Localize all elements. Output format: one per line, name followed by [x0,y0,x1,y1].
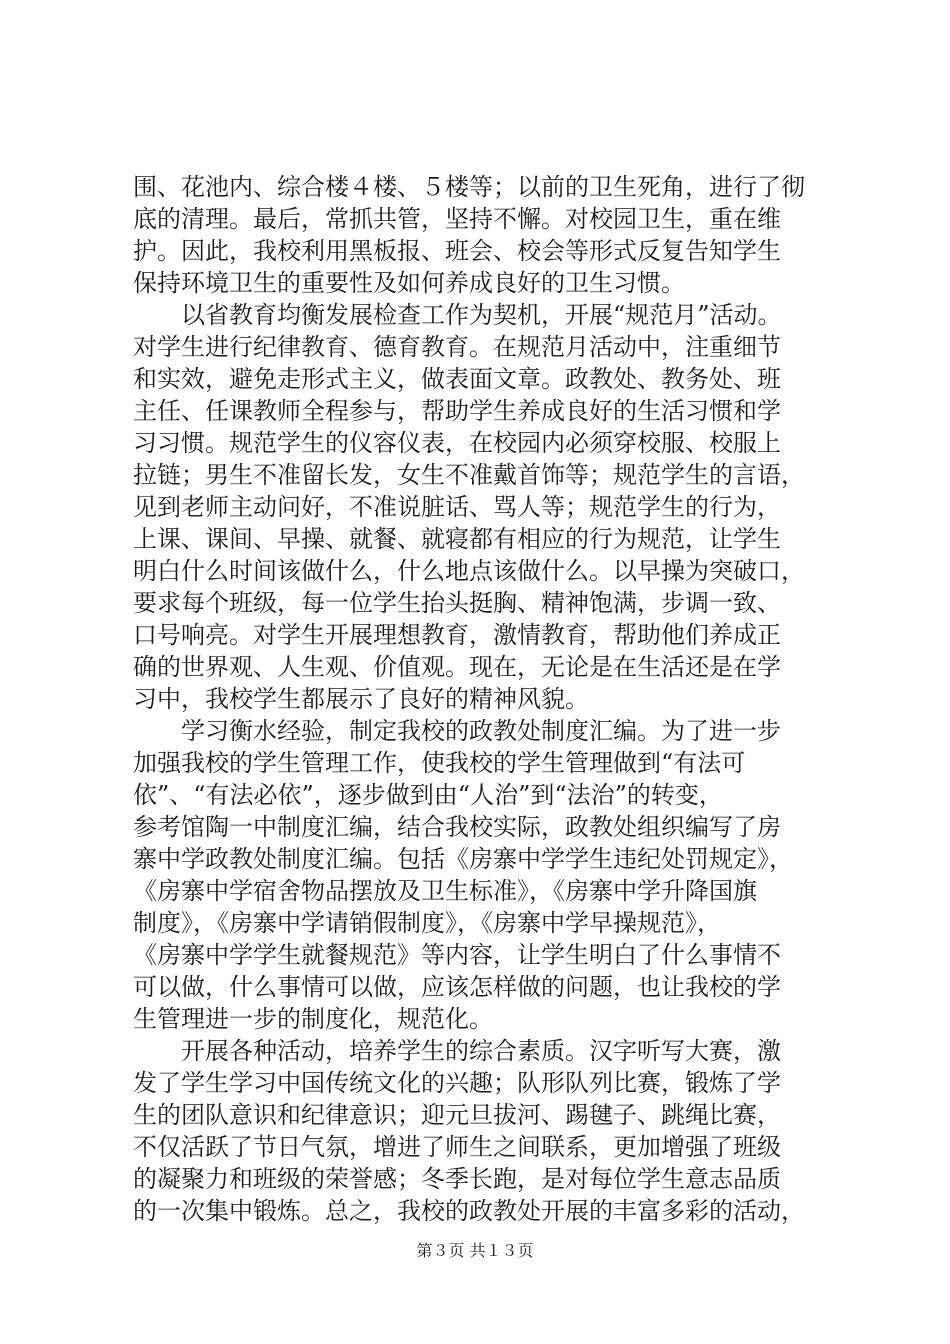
paragraph-start-line: 学习衡水经验，制定我校的政教处制度汇编。为了进一步 [133,717,781,745]
text-line: 生的团队意识和纪律意识；迎元旦拔河、踢毽子、跳绳比赛， [133,1101,781,1129]
text-line: 《房寨中学学生就餐规范》等内容，让学生明白了什么事情不 [133,941,781,969]
text-line: 确的世界观、人生观、价值观。现在，无论是在生活还是在学 [133,653,781,681]
text-line: 见到老师主动问好，不准说脏话、骂人等；规范学生的行为， [133,493,781,521]
text-line: 口号响亮。对学生开展理想教育，激情教育，帮助他们养成正 [133,621,781,649]
text-line: 生管理进一步的制度化，规范化。 [133,1005,493,1033]
text-line: 参考馆陶一中制度汇编，结合我校实际，政教处组织编写了房 [133,813,781,841]
document-body [133,171,823,1227]
text-line: 底的清理。最后，常抓共管，坚持不懈。对校园卫生，重在维 [133,205,781,233]
text-line: 要求每个班级，每一位学生抬头挺胸、精神饱满，步调一致、 [133,589,781,617]
text-line: 的一次集中锻炼。总之，我校的政教处开展的丰富多彩的活动， [133,1197,805,1225]
text-line: 加强我校的学生管理工作，使我校的学生管理做到“有法可 [133,749,746,777]
text-line: 的凝聚力和班级的荣誉感；冬季长跑，是对每位学生意志品质 [133,1165,781,1193]
text-line: 上课、课间、早操、就餐、就寝都有相应的行为规范，让学生 [133,525,781,553]
text-line: 对学生进行纪律教育、德育教育。在规范月活动中，注重细节 [133,333,781,361]
text-line: 《房寨中学宿舍物品摆放及卫生标准》，《房寨中学升降国旗 [133,877,757,905]
text-line: 发了学生学习中国传统文化的兴趣；队形队列比赛，锻炼了学 [133,1069,781,1097]
text-line: 明白什么时间该做什么，什么地点该做什么。以早操为突破口， [133,557,805,585]
paragraph-start-line: 开展各种活动，培养学生的综合素质。汉字听写大赛，激 [133,1037,781,1065]
paragraph-start-line: 以省教育均衡发展检查工作为契机，开展“规范月”活动。 [133,301,782,329]
page-number-footer: 第３页 共１３页 [416,1241,534,1260]
text-line: 主任、任课教师全程参与，帮助学生养成良好的生活习惯和学 [133,397,781,425]
text-line: 习中，我校学生都展示了良好的精神风貌。 [133,685,589,713]
text-line: 围、花池内、综合楼４楼、５楼等；以前的卫生死角，进行了彻 [133,173,805,201]
text-line: 护。因此，我校利用黑板报、班会、校会等形式反复告知学生 [133,237,781,265]
text-line: 依”、“有法必依”，逐步做到由“人治”到“法治”的转变， [133,781,723,809]
text-line: 不仅活跃了节日气氛，增进了师生之间联系，更加增强了班级 [133,1133,781,1161]
text-line: 寨中学政教处制度汇编。包括《房寨中学学生违纪处罚规定》， [133,845,793,873]
text-line: 和实效，避免走形式主义，做表面文章。政教处、教务处、班 [133,365,781,393]
text-line: 拉链；男生不准留长发，女生不准戴首饰等；规范学生的言语， [133,461,805,489]
text-line: 制度》，《房寨中学请销假制度》，《房寨中学早操规范》， [133,909,721,937]
text-line: 可以做，什么事情可以做，应该怎样做的问题，也让我校的学 [133,973,781,1001]
text-line: 习习惯。规范学生的仪容仪表，在校园内必须穿校服、校服上 [133,429,781,457]
text-line: 保持环境卫生的重要性及如何养成良好的卫生习惯。 [133,269,685,297]
